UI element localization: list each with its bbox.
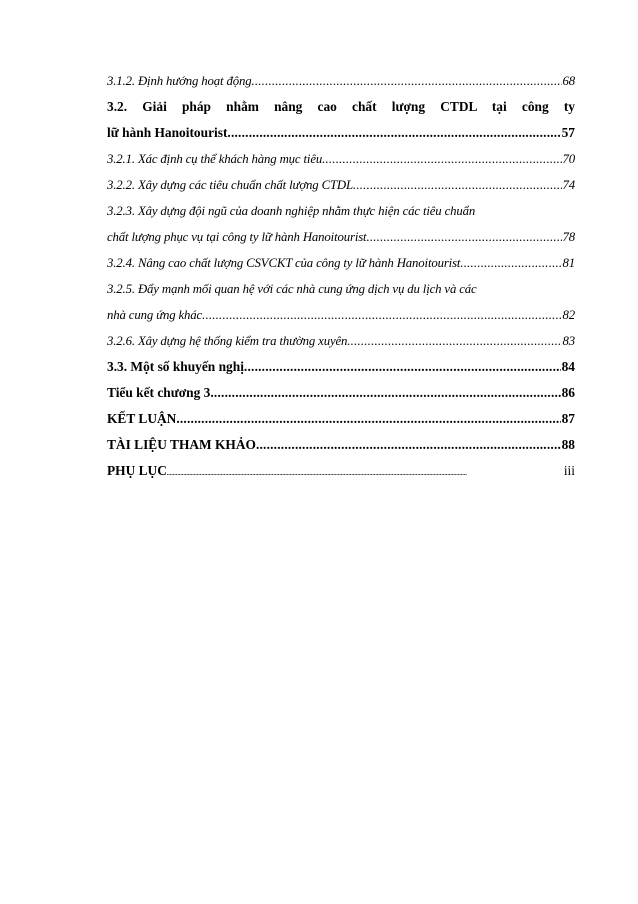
toc-entry-chapter-summary — [107, 380, 575, 406]
toc-entry-title: 3.2.1. Xác định cụ thể khách hàng mục tiêu — [107, 152, 323, 166]
toc-entry-title: KẾT LUẬN — [107, 411, 177, 426]
toc-entry-page: 83 — [562, 334, 575, 348]
toc-entry-page: 74 — [562, 178, 575, 192]
toc-leader-dots — [202, 302, 561, 328]
toc-entry-title: PHỤ LỤC — [107, 463, 167, 478]
toc-entry-references — [107, 432, 575, 458]
table-of-contents — [107, 68, 575, 484]
toc-entry-title: chất lượng phục vụ tại công ty lữ hành Hanoitourist — [107, 230, 367, 244]
toc-entry-page: 84 — [561, 359, 575, 374]
toc-entry-title: 3.1.2. Định hướng hoạt động — [107, 74, 252, 88]
toc-entry-title: 3.3. Một số khuyến nghị — [107, 359, 244, 374]
toc-leader-dots — [347, 328, 561, 354]
toc-entry-3-2-6 — [107, 328, 575, 354]
toc-entry-title: TÀI LIỆU THAM KHẢO — [107, 437, 256, 452]
toc-leader-dots — [460, 250, 561, 276]
toc-entry-page: 87 — [561, 411, 575, 426]
toc-entry-page: 70 — [562, 152, 575, 166]
toc-entry-page: 82 — [562, 308, 575, 322]
toc-entry-page: 88 — [561, 437, 575, 452]
toc-entry-title: nhà cung ứng khác — [107, 308, 203, 322]
toc-entry-title: 3.2.6. Xây dựng hệ thống kiểm tra thường xuyên — [107, 334, 348, 348]
toc-entry-page: 57 — [561, 125, 575, 140]
toc-entry-3-2 — [107, 120, 575, 146]
toc-leader-dots — [210, 380, 560, 406]
toc-entry-3-2-5-line1: 3.2.5. Đẩy mạnh mối quan hệ với các nhà cung ứng dịch vụ du lịch và các — [107, 282, 477, 296]
toc-entry-page: 68 — [562, 74, 575, 88]
toc-entry-3-2-2 — [107, 172, 575, 198]
toc-leader-dots — [256, 432, 561, 458]
toc-entry-page: 78 — [562, 230, 575, 244]
toc-entry-3-2-3 — [107, 224, 575, 250]
toc-entry-title: lữ hành Hanoitourist — [107, 125, 228, 140]
toc-entry-3-2-5 — [107, 302, 575, 328]
toc-entry-page: 81 — [562, 256, 575, 270]
toc-entry-title: Tiểu kết chương 3 — [107, 385, 211, 400]
toc-entry-3-2-4 — [107, 250, 575, 276]
toc-leader-dots — [322, 146, 561, 172]
toc-leader-dots — [227, 120, 560, 146]
toc-entry-title: 3.2.2. Xây dựng các tiêu chuẩn chất lượng CTDL — [107, 178, 353, 192]
toc-leader-dots — [167, 458, 563, 484]
toc-entry-3-2-3-line1: 3.2.3. Xây dựng đội ngũ của doanh nghiệp nhằm thực hiện các tiêu chuẩn — [107, 204, 476, 218]
toc-entry-3-2-1 — [107, 146, 575, 172]
toc-entry-appendix — [107, 458, 575, 484]
toc-leader-dots — [244, 354, 561, 380]
toc-entry-title: 3.2.4. Nâng cao chất lượng CSVCKT của công ty lữ hành Hanoitourist — [107, 256, 461, 270]
toc-entry-page: iii — [563, 463, 575, 478]
toc-entry-3-2-line1: 3.2. Giải pháp nhằm nâng cao chất lượng CTDL tại công ty — [107, 99, 575, 114]
toc-leader-dots — [353, 172, 562, 198]
toc-entry-3-1-2 — [107, 68, 575, 94]
toc-leader-dots — [176, 406, 560, 432]
toc-entry-3-3 — [107, 354, 575, 380]
toc-entry-page: 86 — [561, 385, 575, 400]
toc-leader-dots — [366, 224, 561, 250]
toc-entry-conclusion — [107, 406, 575, 432]
toc-leader-dots — [251, 68, 561, 94]
